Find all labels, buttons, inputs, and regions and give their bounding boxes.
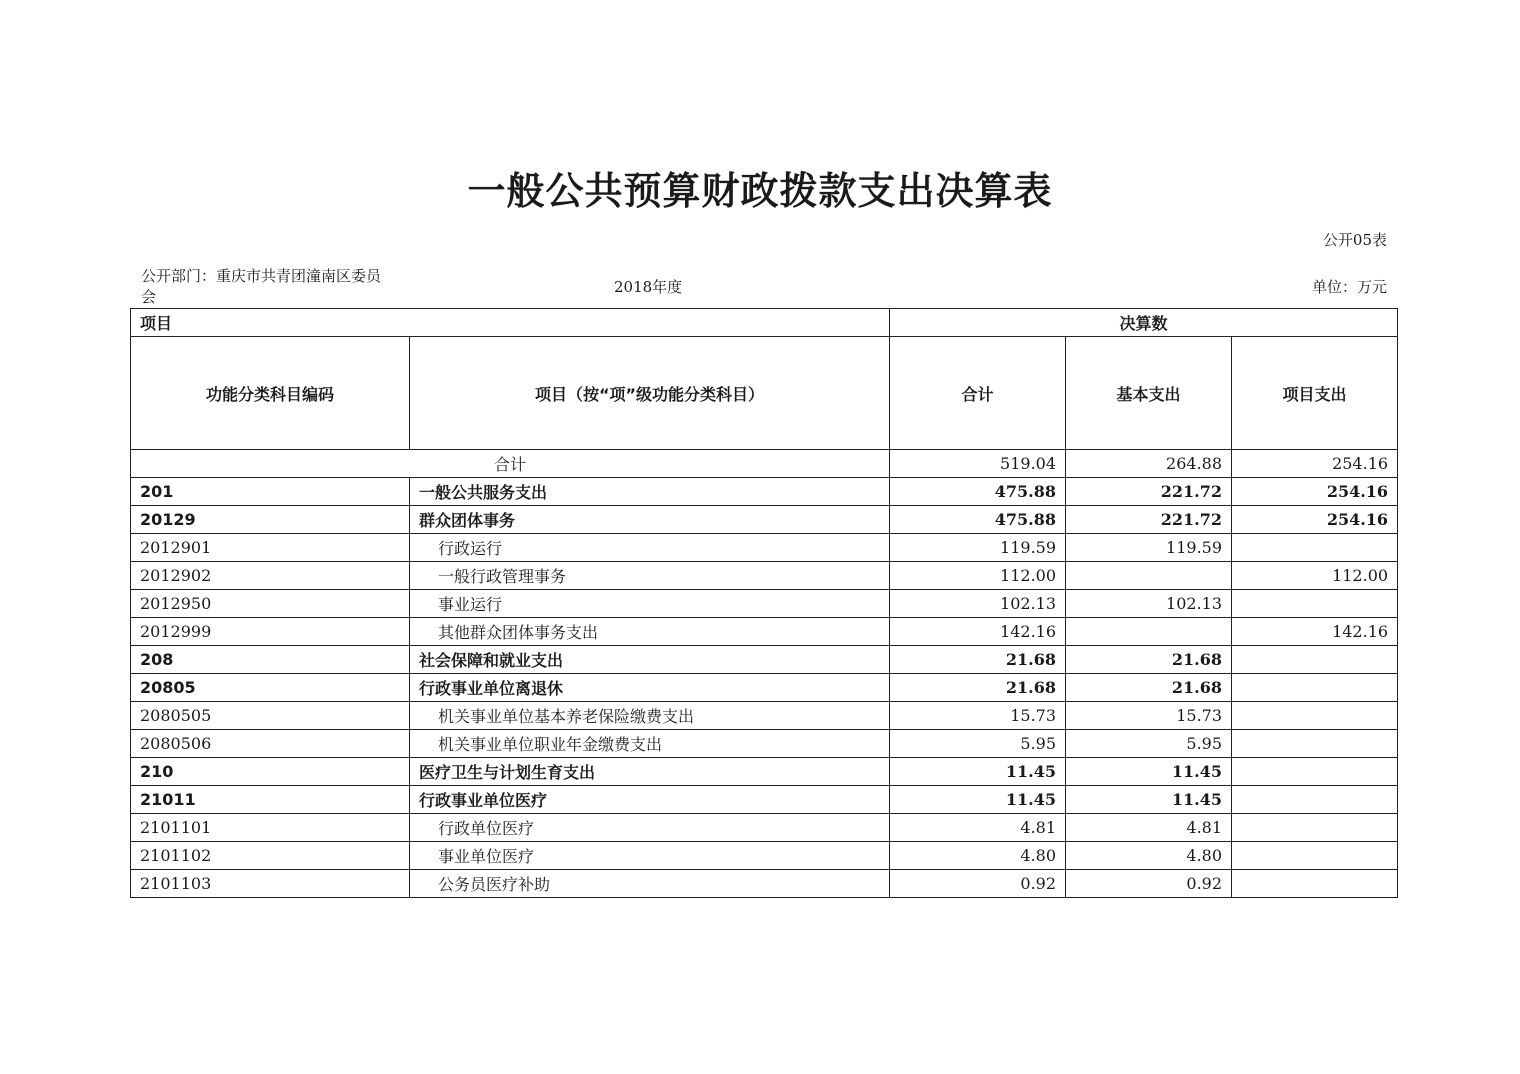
row-project — [1232, 590, 1398, 618]
row-total: 475.88 — [890, 506, 1066, 534]
header-total: 合计 — [890, 337, 1066, 450]
table-row — [131, 506, 1398, 534]
row-basic — [1066, 562, 1232, 590]
row-total: 5.95 — [890, 730, 1066, 758]
table-row — [131, 870, 1398, 898]
row-code: 210 — [131, 758, 410, 786]
row-project — [1232, 646, 1398, 674]
header-project-expense: 项目支出 — [1232, 337, 1398, 450]
row-project: 112.00 — [1232, 562, 1398, 590]
total-total: 519.04 — [890, 450, 1066, 478]
row-basic: 5.95 — [1066, 730, 1232, 758]
header-project: 项目 — [131, 309, 890, 337]
row-code: 2080506 — [131, 730, 410, 758]
row-basic: 221.72 — [1066, 506, 1232, 534]
table-row — [131, 814, 1398, 842]
row-project: 254.16 — [1232, 478, 1398, 506]
row-name: 一般行政管理事务 — [410, 562, 890, 590]
row-total: 119.59 — [890, 534, 1066, 562]
row-basic: 0.92 — [1066, 870, 1232, 898]
row-name: 行政单位医疗 — [410, 814, 890, 842]
row-basic — [1066, 618, 1232, 646]
row-project — [1232, 814, 1398, 842]
row-total: 15.73 — [890, 702, 1066, 730]
row-total: 112.00 — [890, 562, 1066, 590]
row-total: 11.45 — [890, 786, 1066, 814]
row-name: 机关事业单位职业年金缴费支出 — [410, 730, 890, 758]
row-project — [1232, 758, 1398, 786]
row-code: 2012902 — [131, 562, 410, 590]
header-row-2 — [131, 337, 1398, 450]
row-code: 2101103 — [131, 870, 410, 898]
row-project — [1232, 534, 1398, 562]
row-code: 201 — [131, 478, 410, 506]
row-code: 20805 — [131, 674, 410, 702]
header-row-1 — [131, 309, 1398, 337]
row-name: 事业运行 — [410, 590, 890, 618]
total-basic: 264.88 — [1066, 450, 1232, 478]
row-basic: 4.81 — [1066, 814, 1232, 842]
unit-label: 单位：万元 — [1311, 278, 1387, 296]
table-row — [131, 730, 1398, 758]
row-basic: 11.45 — [1066, 786, 1232, 814]
expenditure-table — [130, 308, 1398, 898]
row-basic: 11.45 — [1066, 758, 1232, 786]
total-row — [131, 450, 1398, 478]
table-row — [131, 786, 1398, 814]
row-basic: 21.68 — [1066, 674, 1232, 702]
row-code: 2101102 — [131, 842, 410, 870]
row-name: 医疗卫生与计划生育支出 — [410, 758, 890, 786]
row-name: 群众团体事务 — [410, 506, 890, 534]
row-name: 行政事业单位医疗 — [410, 786, 890, 814]
row-code: 2101101 — [131, 814, 410, 842]
row-basic: 4.80 — [1066, 842, 1232, 870]
row-code: 2012999 — [131, 618, 410, 646]
header-basic: 基本支出 — [1066, 337, 1232, 450]
page-title: 一般公共预算财政拨款支出决算表 — [467, 169, 1053, 213]
table-row — [131, 590, 1398, 618]
row-basic: 21.68 — [1066, 646, 1232, 674]
table-row — [131, 534, 1398, 562]
row-code: 2012901 — [131, 534, 410, 562]
row-total: 21.68 — [890, 674, 1066, 702]
row-code: 2080505 — [131, 702, 410, 730]
row-total: 142.16 — [890, 618, 1066, 646]
total-project: 254.16 — [1232, 450, 1398, 478]
table-row — [131, 842, 1398, 870]
row-project: 254.16 — [1232, 506, 1398, 534]
row-name: 其他群众团体事务支出 — [410, 618, 890, 646]
header-code: 功能分类科目编码 — [131, 337, 410, 450]
total-label: 合计 — [131, 450, 890, 478]
row-basic: 119.59 — [1066, 534, 1232, 562]
table-row — [131, 618, 1398, 646]
row-code: 208 — [131, 646, 410, 674]
row-name: 一般公共服务支出 — [410, 478, 890, 506]
row-code: 2012950 — [131, 590, 410, 618]
row-project — [1232, 730, 1398, 758]
row-total: 102.13 — [890, 590, 1066, 618]
table-row — [131, 646, 1398, 674]
row-basic: 102.13 — [1066, 590, 1232, 618]
row-project — [1232, 674, 1398, 702]
row-name: 社会保障和就业支出 — [410, 646, 890, 674]
row-name: 机关事业单位基本养老保险缴费支出 — [410, 702, 890, 730]
row-total: 21.68 — [890, 646, 1066, 674]
row-total: 4.80 — [890, 842, 1066, 870]
row-project: 142.16 — [1232, 618, 1398, 646]
department-label: 公开部门：重庆市共青团潼南区委员会 — [141, 267, 382, 306]
row-total: 0.92 — [890, 870, 1066, 898]
header-item: 项目（按“项”级功能分类科目） — [410, 337, 890, 450]
row-basic: 221.72 — [1066, 478, 1232, 506]
row-basic: 15.73 — [1066, 702, 1232, 730]
row-name: 行政事业单位离退休 — [410, 674, 890, 702]
row-name: 事业单位医疗 — [410, 842, 890, 870]
row-total: 475.88 — [890, 478, 1066, 506]
row-project — [1232, 702, 1398, 730]
row-project — [1232, 786, 1398, 814]
table-row — [131, 562, 1398, 590]
row-code: 21011 — [131, 786, 410, 814]
year-label: 2018年度 — [614, 278, 683, 296]
row-project — [1232, 842, 1398, 870]
row-total: 4.81 — [890, 814, 1066, 842]
row-project — [1232, 870, 1398, 898]
header-final-account: 决算数 — [890, 309, 1398, 337]
table-row — [131, 702, 1398, 730]
row-name: 行政运行 — [410, 534, 890, 562]
table-row — [131, 478, 1398, 506]
form-number: 公开05表 — [1322, 231, 1387, 249]
row-total: 11.45 — [890, 758, 1066, 786]
row-name: 公务员医疗补助 — [410, 870, 890, 898]
row-code: 20129 — [131, 506, 410, 534]
table-row — [131, 758, 1398, 786]
table-row — [131, 674, 1398, 702]
